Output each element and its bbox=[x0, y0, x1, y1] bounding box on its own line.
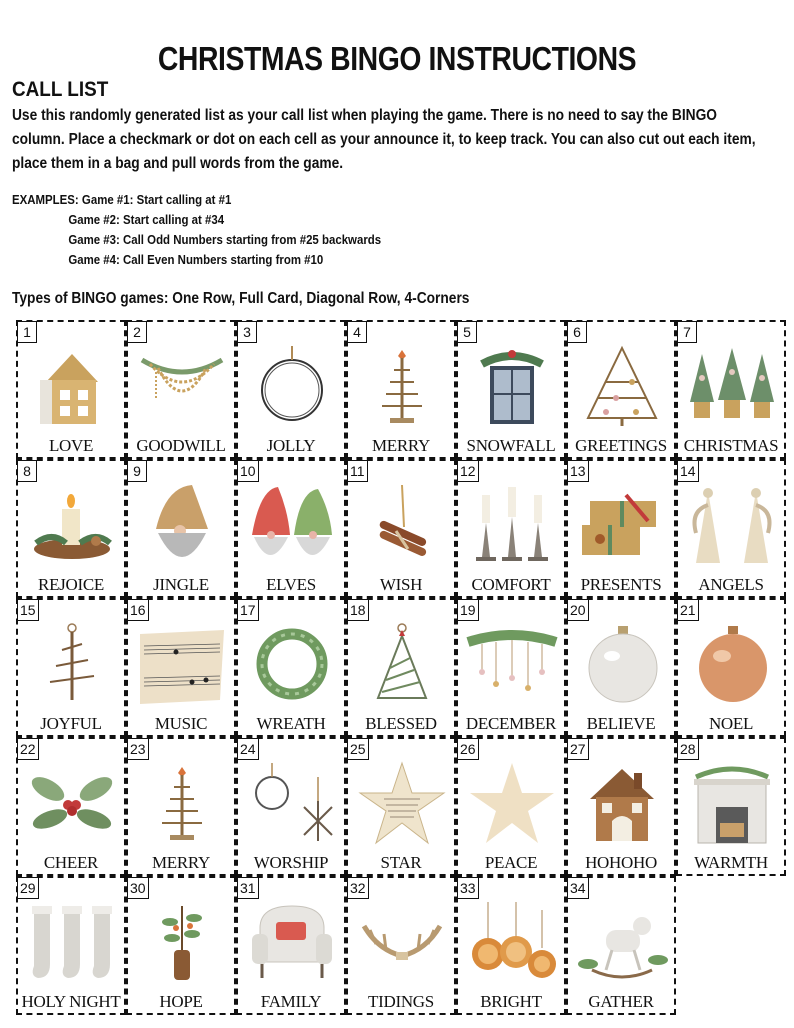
call-list-heading: CALL LIST bbox=[12, 78, 109, 101]
cell-number: 21 bbox=[677, 599, 699, 621]
bingo-cell bbox=[566, 320, 676, 459]
example-game-3: Game #3: Call Odd Numbers starting from #25 backwards bbox=[68, 232, 382, 247]
armchair-icon bbox=[246, 898, 338, 984]
cell-word: DECEMBER bbox=[465, 714, 557, 733]
potted-trees-icon bbox=[686, 342, 778, 428]
wooden-house-icon bbox=[26, 342, 118, 428]
bingo-cell bbox=[236, 320, 346, 459]
bingo-cell bbox=[456, 320, 566, 459]
page-title: CHRISTMAS BINGO INSTRUCTIONS bbox=[157, 40, 637, 77]
cell-word: CHRISTMAS bbox=[683, 436, 779, 455]
cell-number: 24 bbox=[237, 738, 259, 760]
bingo-cell bbox=[236, 598, 346, 737]
gingerbread-house-icon bbox=[576, 759, 668, 845]
cell-number: 9 bbox=[127, 460, 147, 482]
cell-number: 1 bbox=[17, 321, 37, 343]
cell-word: ANGELS bbox=[698, 575, 764, 594]
cell-number: 29 bbox=[17, 877, 39, 899]
example-game-4: Game #4: Call Even Numbers starting from #10 bbox=[68, 252, 324, 267]
cell-number: 3 bbox=[237, 321, 257, 343]
cell-number: 27 bbox=[567, 738, 589, 760]
cell-word: STAR bbox=[380, 853, 422, 872]
bingo-cell bbox=[16, 876, 126, 1015]
candlesticks-icon bbox=[466, 481, 558, 567]
cell-number: 11 bbox=[347, 460, 368, 482]
bingo-cell bbox=[16, 459, 126, 598]
bingo-cell bbox=[456, 737, 566, 876]
mistletoe-icon bbox=[26, 759, 118, 845]
bingo-cell bbox=[566, 459, 676, 598]
cell-number: 12 bbox=[457, 460, 479, 482]
cell-number: 34 bbox=[567, 877, 589, 899]
cell-number: 8 bbox=[17, 460, 37, 482]
bingo-cell bbox=[16, 598, 126, 737]
cell-word: MUSIC bbox=[154, 714, 208, 733]
cell-word: SNOWFALL bbox=[466, 436, 556, 455]
cell-number: 31 bbox=[237, 877, 259, 899]
example-game-2: Game #2: Start calling at #34 bbox=[68, 212, 225, 227]
call-list-grid bbox=[16, 320, 786, 1016]
bingo-cell bbox=[126, 737, 236, 876]
bingo-cell bbox=[236, 459, 346, 598]
cream-star-icon bbox=[466, 759, 558, 845]
cell-word: HOLY NIGHT bbox=[21, 992, 121, 1011]
bingo-cell bbox=[346, 320, 456, 459]
cell-word: CHEER bbox=[43, 853, 99, 872]
ornament-garland-icon bbox=[466, 620, 558, 706]
snowy-window-icon bbox=[466, 342, 558, 428]
bingo-cell bbox=[16, 320, 126, 459]
examples-block bbox=[12, 190, 381, 270]
cell-word: PEACE bbox=[484, 853, 538, 872]
bingo-cell bbox=[676, 320, 786, 459]
bingo-cell bbox=[346, 459, 456, 598]
cell-number: 33 bbox=[457, 877, 479, 899]
bingo-cell bbox=[456, 598, 566, 737]
white-bauble-icon bbox=[576, 620, 668, 706]
cell-number: 15 bbox=[17, 599, 39, 621]
cell-number: 32 bbox=[347, 877, 369, 899]
cell-number: 30 bbox=[127, 877, 149, 899]
cell-word: JOYFUL bbox=[40, 714, 102, 733]
twig-tree-icon bbox=[136, 759, 228, 845]
cell-number: 26 bbox=[457, 738, 479, 760]
bingo-cell bbox=[676, 737, 786, 876]
paper-star-icon bbox=[356, 759, 448, 845]
cell-word: HOPE bbox=[159, 992, 203, 1011]
bingo-cell bbox=[456, 459, 566, 598]
gnome-icon bbox=[136, 481, 228, 567]
bingo-cell bbox=[126, 320, 236, 459]
bingo-cell bbox=[676, 459, 786, 598]
cell-number: 23 bbox=[127, 738, 149, 760]
cell-word: MERRY bbox=[151, 853, 211, 872]
bingo-cell bbox=[126, 876, 236, 1015]
rocking-horse-icon bbox=[576, 898, 668, 984]
bingo-cell bbox=[456, 876, 566, 1015]
candle-centerpiece-icon bbox=[26, 481, 118, 567]
cell-word: LOVE bbox=[48, 436, 94, 455]
bingo-cell bbox=[126, 459, 236, 598]
orange-slice-ornaments-icon bbox=[466, 898, 558, 984]
cell-word: TIDINGS bbox=[368, 992, 434, 1011]
vase-branch-icon bbox=[136, 898, 228, 984]
bingo-cell bbox=[16, 737, 126, 876]
intro-paragraph: Use this randomly generated list as your call list when playing the game. There is no need to say the BINGO column. Place a checkmark or dot on each cell as your announce it, to keep track. You can also cut out each item, place them in a bag and pull words from the game. bbox=[12, 107, 756, 172]
cell-word: WARMTH bbox=[694, 853, 768, 872]
cell-word: GATHER bbox=[588, 992, 654, 1011]
bingo-cell bbox=[236, 876, 346, 1015]
cell-word: NOEL bbox=[708, 714, 754, 733]
bingo-cell bbox=[346, 598, 456, 737]
wooden-angels-icon bbox=[686, 481, 778, 567]
bingo-cell bbox=[566, 737, 676, 876]
cell-number: 5 bbox=[457, 321, 477, 343]
cell-word: REJOICE bbox=[38, 575, 104, 594]
cell-number: 7 bbox=[677, 321, 697, 343]
bingo-cell bbox=[566, 598, 676, 737]
cell-word: GOODWILL bbox=[136, 436, 226, 455]
cell-number: 14 bbox=[677, 460, 699, 482]
cell-word: MERRY bbox=[371, 436, 431, 455]
cell-word: BRIGHT bbox=[480, 992, 542, 1011]
bingo-cell bbox=[346, 737, 456, 876]
cell-word: BLESSED bbox=[365, 714, 437, 733]
examples-label: EXAMPLES: bbox=[12, 192, 79, 207]
cell-number: 6 bbox=[567, 321, 587, 343]
green-wreath-icon bbox=[246, 620, 338, 706]
knit-stockings-icon bbox=[26, 898, 118, 984]
stick-tree-ornament-icon bbox=[26, 620, 118, 706]
twig-star-ornaments-icon bbox=[246, 759, 338, 845]
cell-number: 25 bbox=[347, 738, 369, 760]
cell-number: 22 bbox=[17, 738, 39, 760]
gnome-pair-icon bbox=[246, 481, 338, 567]
cell-word: WORSHIP bbox=[253, 853, 329, 872]
twig-wreath-icon bbox=[246, 342, 338, 428]
bingo-cell bbox=[236, 737, 346, 876]
cell-number: 16 bbox=[127, 599, 149, 621]
cell-word: JINGLE bbox=[153, 575, 209, 594]
sheet-music-icon bbox=[136, 620, 228, 706]
cell-word: WREATH bbox=[256, 714, 326, 733]
cell-number: 4 bbox=[347, 321, 367, 343]
cell-number: 10 bbox=[237, 460, 259, 482]
antlers-icon bbox=[356, 898, 448, 984]
cell-number: 13 bbox=[567, 460, 589, 482]
cell-number: 19 bbox=[457, 599, 479, 621]
cell-word: FAMILY bbox=[260, 992, 322, 1011]
gift-box-icon bbox=[576, 481, 668, 567]
example-game-1: Game #1: Start calling at #1 bbox=[81, 192, 232, 207]
bead-garland-icon bbox=[136, 342, 228, 428]
cell-word: COMFORT bbox=[471, 575, 551, 594]
string-tree-ornament-icon bbox=[356, 620, 448, 706]
bingo-cell bbox=[676, 598, 786, 737]
bingo-cell bbox=[566, 876, 676, 1015]
cell-word: WISH bbox=[379, 575, 423, 594]
fireplace-icon bbox=[686, 759, 778, 845]
bingo-cell bbox=[346, 876, 456, 1015]
cell-word: PRESENTS bbox=[580, 575, 662, 594]
game-types-line: Types of BINGO games: One Row, Full Card, Diagonal Row, 4-Corners bbox=[12, 290, 470, 307]
cell-number: 2 bbox=[127, 321, 147, 343]
cell-number: 28 bbox=[677, 738, 699, 760]
cell-word: ELVES bbox=[266, 575, 316, 594]
branch-tree-icon bbox=[576, 342, 668, 428]
cell-word: BELIEVE bbox=[586, 714, 656, 733]
cell-number: 17 bbox=[237, 599, 259, 621]
cell-word: JOLLY bbox=[266, 436, 316, 455]
bingo-cell bbox=[126, 598, 236, 737]
twig-tree-icon bbox=[356, 342, 448, 428]
cell-word: GREETINGS bbox=[575, 436, 667, 455]
cinnamon-ornament-icon bbox=[356, 481, 448, 567]
cell-number: 18 bbox=[347, 599, 369, 621]
cell-number: 20 bbox=[567, 599, 589, 621]
cell-word: HOHOHO bbox=[585, 853, 657, 872]
copper-bauble-icon bbox=[686, 620, 778, 706]
